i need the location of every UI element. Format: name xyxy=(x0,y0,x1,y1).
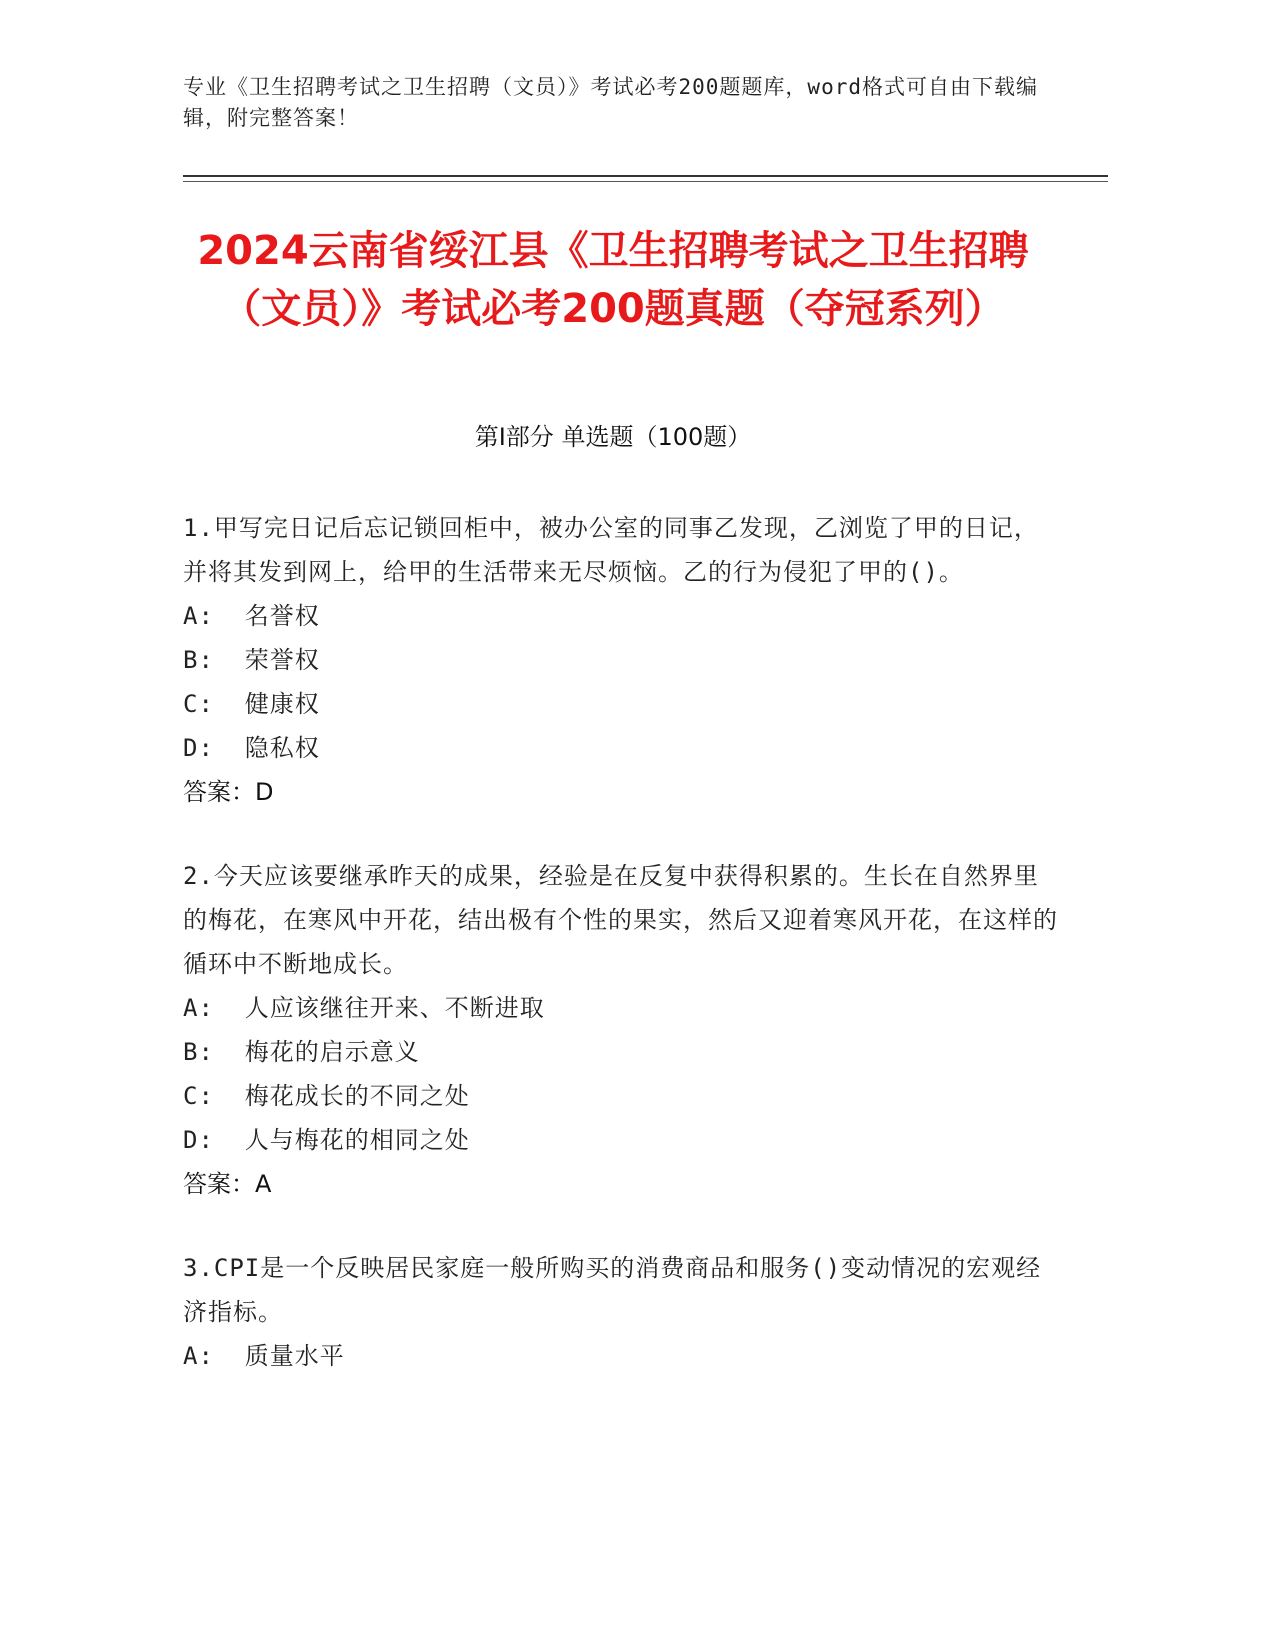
question-stem: 3.CPI是一个反映居民家庭一般所购买的消费商品和服务()变动情况的宏观经济指标。 xyxy=(183,1254,1042,1326)
option-d: D: 人与梅花的相同之处 xyxy=(183,1126,470,1154)
question-2 xyxy=(183,854,1063,1206)
option-a: A: 质量水平 xyxy=(183,1342,345,1370)
option-a: A: 名誉权 xyxy=(183,602,320,630)
option-c: C: 梅花成长的不同之处 xyxy=(183,1082,470,1110)
document-title: 2024云南省绥江县《卫生招聘考试之卫生招聘（文员）》考试必考200题真题（夺冠系列） xyxy=(197,228,1029,332)
header-note: 专业《卫生招聘考试之卫生招聘（文员）》考试必考200题题库，word格式可自由下载编辑，附完整答案！ xyxy=(183,75,1038,130)
option-c: C: 健康权 xyxy=(183,690,320,718)
header-divider-thick xyxy=(183,175,1108,177)
question-3 xyxy=(183,1246,1063,1378)
option-a: A: 人应该继往开来、不断进取 xyxy=(183,994,545,1022)
answer: 答案：D xyxy=(183,778,274,806)
answer: 答案：A xyxy=(183,1170,272,1198)
section-title: 第Ⅰ部分 单选题（100题） xyxy=(474,423,752,451)
question-list xyxy=(183,506,1063,1418)
header-divider-thin xyxy=(183,181,1108,182)
question-stem: 2.今天应该要继承昨天的成果，经验是在反复中获得积累的。生长在自然界里的梅花，在寒风中开花，结出极有个性的果实，然后又迎着寒风开花，在这样的循环中不断地成长。 xyxy=(183,862,1058,978)
option-b: B: 荣誉权 xyxy=(183,646,320,674)
question-1 xyxy=(183,506,1063,814)
option-b: B: 梅花的启示意义 xyxy=(183,1038,420,1066)
option-d: D: 隐私权 xyxy=(183,734,320,762)
question-stem: 1.甲写完日记后忘记锁回柜中，被办公室的同事乙发现，乙浏览了甲的日记，并将其发到网上，给甲的生活带来无尽烦恼。乙的行为侵犯了甲的()。 xyxy=(183,514,1039,586)
